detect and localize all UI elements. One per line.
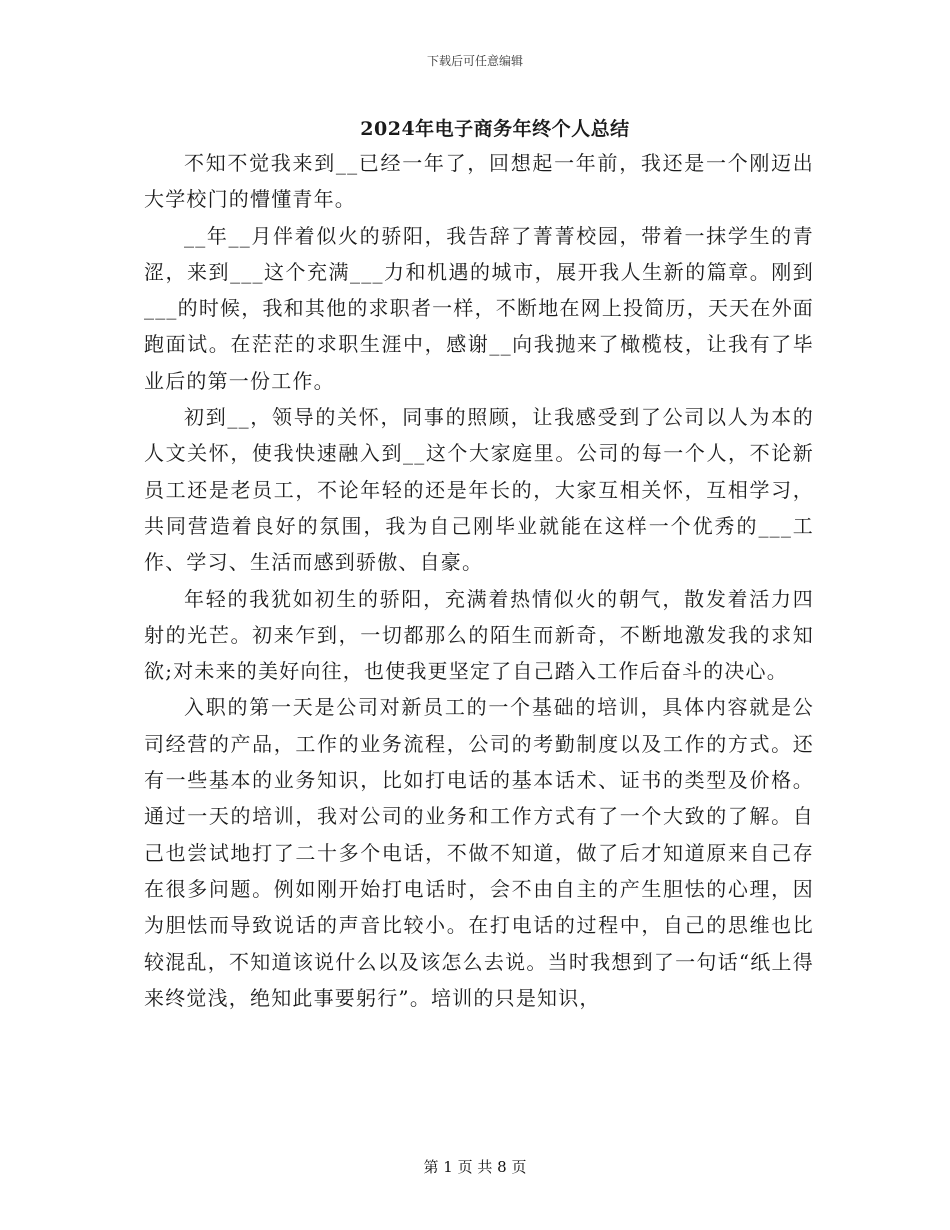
paragraph-5: 入职的第一天是公司对新员工的一个基础的培训，具体内容就是公司经营的产品，工作的业务流程，公司的考勤制度以及工作的方式。还有一些基本的业务知识，比如打电话的基本话术、证书的类型及价格。通过一天的培训，我对公司的业务和工作方式有了一个大致的了解。自己也尝试地打了二十多个电话，不做不知道，做了后才知道原来自己存在很多问题。例如刚开始打电话时，会不由自主的产生胆怯的心理，因为胆怯而导致说话的声音比较小。在打电话的过程中，自己的思维也比较混乱，不知道该说什么以及该怎么去说。当时我想到了一句话“纸上得来终觉浅，绝知此事要躬行”。培训的只是知识， [144, 695, 814, 1010]
page-number: 第 1 页 共 8 页 [423, 1158, 527, 1176]
paragraph-3: 初到__，领导的关怀，同事的照顾，让我感受到了公司以人为本的人文关怀，使我快速融入到__这个大家庭里。公司的每一个人，不论新员工还是老员工，不论年轻的还是年长的，大家互相关怀，互相学习，共同营造着良好的氛围，我为自己刚毕业就能在这样一个优秀的___工作、学习、生活而感到骄傲、自豪。 [144, 405, 814, 575]
paragraph-4: 年轻的我犹如初生的骄阳，充满着热情似火的朝气，散发着活力四射的光芒。初来乍到，一切都那么的陌生而新奇，不断地激发我的求知欲;对未来的美好向往，也使我更坚定了自己踏入工作后奋斗的决心。 [144, 586, 814, 684]
document-body [144, 145, 814, 1016]
document-title: 2024年电子商务年终个人总结 [360, 118, 630, 140]
paragraph-2: __年__月伴着似火的骄阳，我告辞了菁菁校园，带着一抹学生的青涩，来到___这个充满___力和机遇的城市，展开我人生新的篇章。刚到___的时候，我和其他的求职者一样，不断地在网上投简历，天天在外面跑面试。在茫茫的求职生涯中，感谢__向我抛来了橄榄枝，让我有了毕业后的第一份工作。 [144, 223, 814, 393]
paragraph-1: 不知不觉我来到__已经一年了，回想起一年前，我还是一个刚迈出大学校门的懵懂青年。 [144, 151, 814, 212]
header-note: 下载后可任意编辑 [426, 54, 523, 68]
